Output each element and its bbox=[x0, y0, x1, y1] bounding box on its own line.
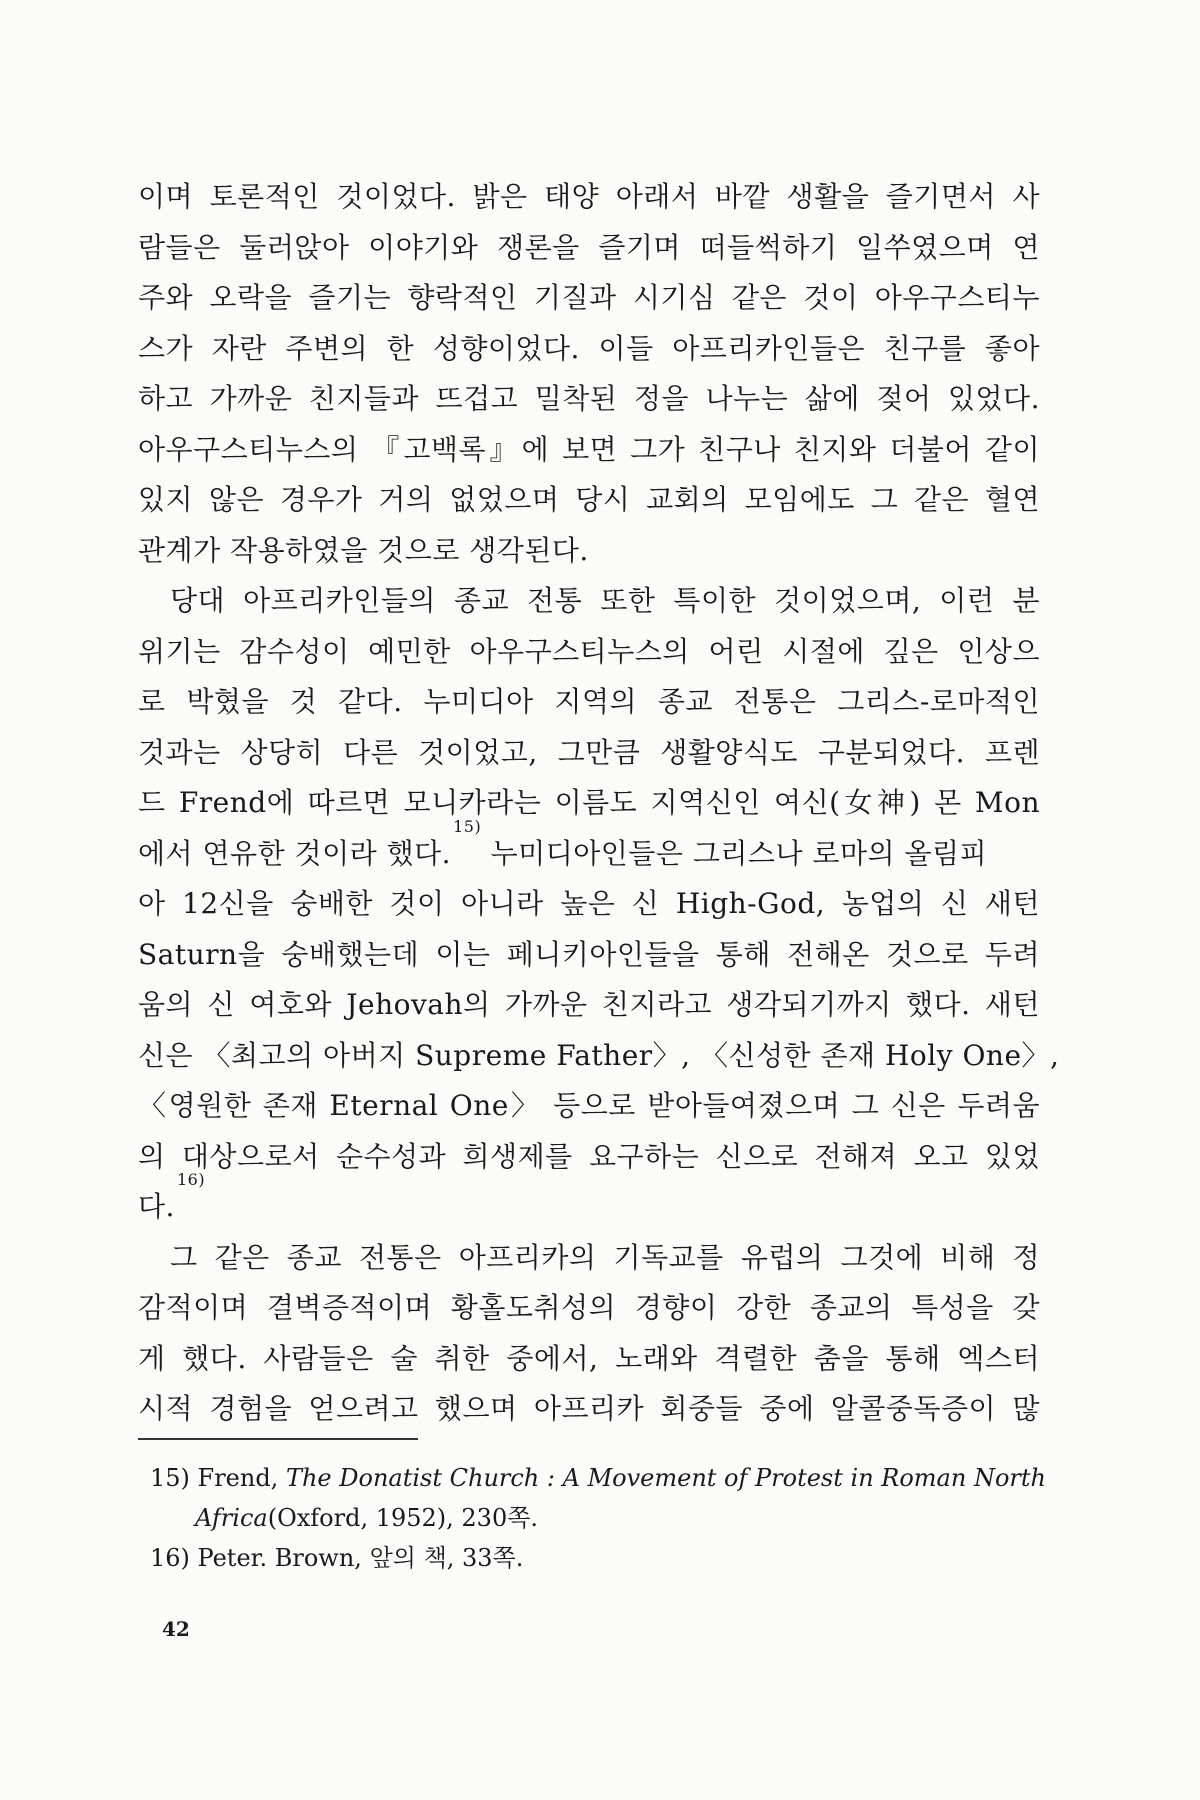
text-line: 로 박혔을 것 같다. 누미디아 지역의 종교 전통은 그리스-로마적인 bbox=[138, 685, 1040, 718]
footnote-author: Frend, bbox=[189, 1464, 286, 1492]
text-line: Saturn을 숭배했는데 이는 페니키아인들을 통해 전해온 것으로 두려 bbox=[138, 937, 1040, 971]
page-number: 42 bbox=[162, 1617, 190, 1641]
footnote-ref-16: 16) bbox=[176, 1170, 206, 1189]
text-line bbox=[138, 816, 1040, 880]
footnote-15 bbox=[150, 1458, 1046, 1498]
footnote-15-continued bbox=[150, 1498, 1040, 1538]
footnote-text: Peter. Brown, 앞의 책, 33쪽. bbox=[189, 1544, 524, 1572]
text-segment: 다. bbox=[138, 1190, 175, 1223]
text-line bbox=[138, 1170, 1040, 1233]
body-text bbox=[138, 172, 1060, 1435]
text-line: 것과는 상당히 다른 것이었고, 그만큼 생활양식도 구분되었다. 프렌 bbox=[138, 735, 1040, 769]
text-segment: 에서 연유한 것이라 했다. bbox=[138, 836, 452, 870]
text-line: 의 대상으로서 순수성과 희생제를 요구하는 신으로 전해져 오고 있었 bbox=[138, 1139, 1040, 1173]
text-line: 하고 가까운 친지들과 뜨겁고 밀착된 정을 나누는 삶에 젖어 있었다. bbox=[138, 382, 1040, 415]
text-line: 신은 〈최고의 아버지 Supreme Father〉, 〈신성한 존재 Holy One〉, bbox=[138, 1038, 1060, 1072]
text-line: 위기는 감수성이 예민한 아우구스티누스의 어린 시절에 깊은 인상으 bbox=[138, 634, 1040, 668]
footnote-divider bbox=[138, 1438, 418, 1440]
text-line: 주와 오락을 즐기는 향락적인 기질과 시기심 같은 것이 아우구스티누 bbox=[138, 281, 1040, 314]
text-line: 〈영원한 존재 Eternal One〉 등으로 받아들여졌으며 그 신은 두려움 bbox=[138, 1089, 1040, 1122]
text-line: 관계가 작용하였을 것으로 생각된다. bbox=[138, 533, 589, 567]
text-line: 그 같은 종교 전통은 아프리카의 기독교를 유럽의 그것에 비해 정 bbox=[170, 1240, 1040, 1274]
footnote-number: 16) bbox=[150, 1544, 190, 1572]
text-line: 감적이며 결벽증적이며 황홀도취성의 경향이 강한 종교의 특성을 갖 bbox=[138, 1291, 1040, 1324]
footnotes bbox=[150, 1458, 1046, 1578]
footnote-number: 15) bbox=[150, 1464, 190, 1492]
text-line: 스가 자란 주변의 한 성향이었다. 이들 아프리카인들은 친구를 좋아 bbox=[138, 331, 1040, 365]
text-line: 아우구스티누스의 『고백록』에 보면 그가 친구나 친지와 더불어 같이 bbox=[138, 432, 1040, 466]
text-line: 당대 아프리카인들의 종교 전통 또한 특이한 것이었으며, 이런 분 bbox=[170, 584, 1040, 617]
text-line: 시적 경험을 얻으려고 했으며 아프리카 회중들 중에 알콜중독증이 많 bbox=[138, 1392, 1040, 1425]
footnote-publication: (Oxford, 1952), 230쪽. bbox=[267, 1504, 539, 1532]
text-line: 움의 신 여호와 Jehovah의 가까운 친지라고 생각되기까지 했다. 새턴 bbox=[138, 988, 1040, 1021]
text-line: 게 했다. 사람들은 술 취한 중에서, 노래와 격렬한 춤을 통해 엑스터 bbox=[138, 1341, 1040, 1375]
text-line: 람들은 둘러앉아 이야기와 쟁론을 즐기며 떠들썩하기 일쑤였으며 연 bbox=[138, 230, 1040, 264]
footnote-title: The Donatist Church : A Movement of Protest in Roman North bbox=[285, 1464, 1046, 1492]
text-line: 드 Frend에 따르면 모니카라는 이름도 지역신인 여신(女神) 몬 Mon bbox=[138, 786, 1040, 819]
footnote-ref-15: 15) bbox=[453, 816, 482, 836]
footnote-title: Africa bbox=[195, 1504, 268, 1532]
footnote-16 bbox=[150, 1538, 1040, 1578]
text-segment: 누미디아인들은 그리스나 로마의 올림피 bbox=[481, 836, 988, 870]
text-line: 있지 않은 경우가 거의 없었으며 당시 교회의 모임에도 그 같은 혈연 bbox=[138, 483, 1040, 516]
text-line: 아 12신을 숭배한 것이 아니라 높은 신 High-God, 농업의 신 새턴 bbox=[138, 887, 1040, 920]
text-line: 이며 토론적인 것이었다. 밝은 태양 아래서 바깥 생활을 즐기면서 사 bbox=[138, 180, 1040, 213]
